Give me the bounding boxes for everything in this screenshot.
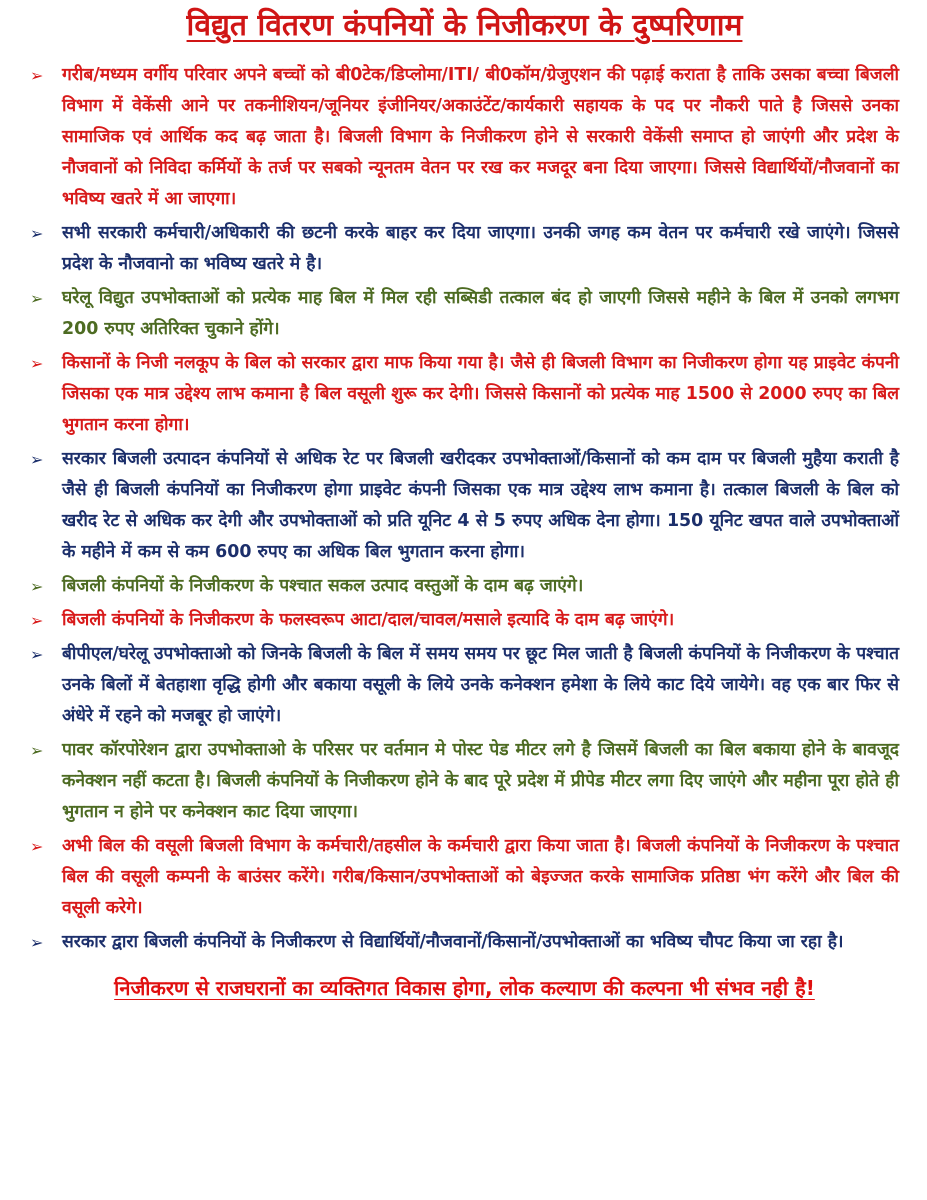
list-item-text: बिजली कंपनियों के निजीकरण के फलस्वरूप आटा/दाल/चावल/मसाले इत्यादि के दाम बढ़ जाएंगे। [62, 610, 675, 630]
arrow-bullet-icon: ➢ [30, 933, 44, 952]
arrow-bullet-icon: ➢ [30, 611, 44, 630]
list-item [30, 348, 899, 441]
list-item [30, 735, 899, 828]
list-item [30, 60, 899, 215]
arrow-bullet-icon: ➢ [30, 289, 44, 308]
list-item [30, 283, 899, 345]
arrow-bullet-icon: ➢ [30, 645, 44, 664]
list-item [30, 218, 899, 280]
list-item-text: सरकार बिजली उत्पादन कंपनियों से अधिक रेट पर बिजली खरीदकर उपभोक्ताओं/किसानों को कम दाम पर बिजली मुहैया कराती है जैसे ही बिजली कंपनियों का निजीकरण होगा प्राइवेट कंपनी जिसका एक मात्र उद्देश्य लाभ कमाना है। तत्काल बिजली के बिल को खरीद रेट से अधिक कर देगी और उपभोक्ताओं को प्रति यूनिट 4 से 5 रुपए अधिक देना होगा। 150 यूनिट खपत वाले उपभोक्ताओं के महीने में कम से कम 600 रुपए का अधिक बिल भुगतान करना होगा। [62, 449, 899, 562]
list-item [30, 927, 899, 958]
list-item-text: सभी सरकारी कर्मचारी/अधिकारी की छटनी करके बाहर कर दिया जाएगा। उनकी जगह कम वेतन पर कर्मचारी रखे जाएंगे। जिससे प्रदेश के नौजवानो का भविष्य खतरे मे है। [62, 223, 899, 274]
list-item [30, 571, 899, 602]
points-list [30, 60, 899, 958]
list-item-text: गरीब/मध्यम वर्गीय परिवार अपने बच्चों को बी0टेक/डिप्लोमा/ITI/ बी0कॉम/ग्रेजुएशन की पढ़ाई कराता है ताकि उसका बच्चा बिजली विभाग में वेकेंसी आने पर तकनीशियन/जूनियर इंजीनियर/अकाउंटेंट/कार्यकारी सहायक के पद पर नौकरी पाते है जिससे उनका सामाजिक एवं आर्थिक कद बढ़ जाता है। बिजली विभाग के निजीकरण होने से सरकारी वेकेंसी समाप्त हो जाएंगी और प्रदेश के नौजवानों को निविदा कर्मियों के तर्ज पर सबको न्यूनतम वेतन पर रख कर मजदूर बना दिया जाएगा। जिससे विद्यार्थियों/नौजवानों का भविष्य खतरे में आ जाएगा। [62, 65, 899, 209]
list-item-text: पावर कॉरपोरेशन द्वारा उपभोक्ताओ के परिसर पर वर्तमान मे पोस्ट पेड मीटर लगे है जिसमें बिजली का बिल बकाया होने के बावजूद कनेक्शन नहीं कटता है। बिजली कंपनियों के निजीकरण होने के बाद पूरे प्रदेश में प्रीपेड मीटर लगा दिए जाएंगे और महीना पूरा होते ही भुगतान न होने पर कनेक्शन काट दिया जाएगा। [62, 740, 899, 822]
arrow-bullet-icon: ➢ [30, 224, 44, 243]
arrow-bullet-icon: ➢ [30, 577, 44, 596]
list-item [30, 831, 899, 924]
list-item-text: अभी बिल की वसूली बिजली विभाग के कर्मचारी/तहसील के कर्मचारी द्वारा किया जाता है। बिजली कंपनियों के निजीकरण के पश्चात बिल की वसूली कम्पनी के बाउंसर करेंगे। गरीब/किसान/उपभोक्ताओं को बेइज्जत करके सामाजिक प्रतिष्ठा भंग करेंगे और बिल की वसूली करेगे। [62, 836, 899, 918]
arrow-bullet-icon: ➢ [30, 450, 44, 469]
list-item-text: बीपीएल/घरेलू उपभोक्ताओ को जिनके बिजली के बिल में समय समय पर छूट मिल जाती है बिजली कंपनियों के निजीकरण के पश्चात उनके बिलों में बेतहाशा वृद्धि होगी और बकाया वसूली के लिये उनके कनेक्शन हमेशा के लिये काट दिये जायेगे। वह एक बार फिर से अंधेरे में रहने को मजबूर हो जाएंगे। [62, 644, 899, 726]
list-item-text: किसानों के निजी नलकूप के बिल को सरकार द्वारा माफ किया गया है। जैसे ही बिजली विभाग का निजीकरण होगा यह प्राइवेट कंपनी जिसका एक मात्र उद्देश्य लाभ कमाना है बिल वसूली शुरू कर देगी। जिससे किसानों को प्रत्येक माह 1500 से 2000 रुपए का बिल भुगतान करना होगा। [62, 353, 899, 435]
arrow-bullet-icon: ➢ [30, 741, 44, 760]
list-item-text: सरकार द्वारा बिजली कंपनियों के निजीकरण से विद्यार्थियों/नौजवानों/किसानों/उपभोक्ताओं का भविष्य चौपट किया जा रहा है। [62, 932, 844, 952]
list-item-text: घरेलू विद्युत उपभोक्ताओं को प्रत्येक माह बिल में मिल रही सब्सिडी तत्काल बंद हो जाएगी जिससे महीने के बिल में उनको लगभग 200 रुपए अतिरिक्त चुकाने होंगे। [62, 288, 899, 339]
arrow-bullet-icon: ➢ [30, 354, 44, 373]
closing-slogan: निजीकरण से राजघरानों का व्यक्तिगत विकास होगा, लोक कल्याण की कल्पना भी संभव नही है! [114, 976, 815, 1000]
list-item-text: बिजली कंपनियों के निजीकरण के पश्चात सकल उत्पाद वस्तुओं के दाम बढ़ जाएंगे। [62, 576, 584, 596]
list-item [30, 605, 899, 636]
list-item [30, 639, 899, 732]
list-item [30, 444, 899, 568]
arrow-bullet-icon: ➢ [30, 66, 44, 85]
arrow-bullet-icon: ➢ [30, 837, 44, 856]
document-title: विद्युत वितरण कंपनियों के निजीकरण के दुष्परिणाम [186, 8, 743, 43]
